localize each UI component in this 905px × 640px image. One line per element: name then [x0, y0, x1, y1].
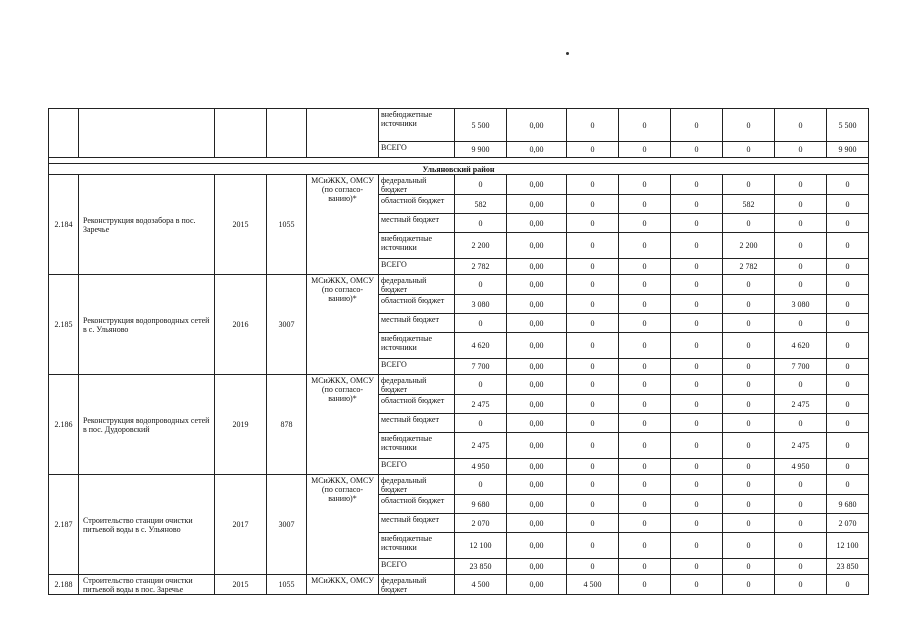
- value-v2017: 0: [723, 495, 775, 514]
- value-v2018: 0: [775, 214, 827, 233]
- funding-source: местный бюджет: [379, 214, 455, 233]
- value-v2019: 2 070: [827, 514, 869, 533]
- value-v2019: 0: [827, 275, 869, 295]
- project-executor: МСиЖКХ, ОМСУ (по согласо-ванию)*: [307, 475, 379, 575]
- value-v2016: 0: [671, 433, 723, 459]
- value-v2015: 0: [619, 395, 671, 414]
- value-v2016: 0: [671, 359, 723, 375]
- value-v2014: 0: [567, 214, 619, 233]
- value-v2017: 0: [723, 375, 775, 395]
- value-total: 7 700: [455, 359, 507, 375]
- value-v2016: 0: [671, 314, 723, 333]
- value-total: 4 950: [455, 459, 507, 475]
- value-v2015: 0: [619, 333, 671, 359]
- funding-source: внебюджетные источники: [379, 109, 455, 142]
- value-v2019: 0: [827, 414, 869, 433]
- project-number: 2.186: [49, 375, 79, 475]
- value-v2016: 0: [671, 142, 723, 158]
- project-name: Строительство станции очистки питьевой воды в пос. Заречье: [79, 575, 215, 595]
- project-number: 2.185: [49, 275, 79, 375]
- value-total: 0: [455, 314, 507, 333]
- value-v2014: 0: [567, 433, 619, 459]
- value-v2014: 0: [567, 259, 619, 275]
- value-pct: 0,00: [507, 559, 567, 575]
- num-cell: [49, 109, 79, 158]
- value-v2019: 0: [827, 314, 869, 333]
- value-total: 0: [455, 175, 507, 195]
- value-v2018: 3 080: [775, 295, 827, 314]
- value-pct: 0,00: [507, 575, 567, 595]
- value-v2019: 0: [827, 233, 869, 259]
- value-v2017: 0: [723, 314, 775, 333]
- project-capacity: 3007: [267, 275, 307, 375]
- value-v2015: 0: [619, 314, 671, 333]
- value-v2019: 0: [827, 359, 869, 375]
- value-v2015: 0: [619, 575, 671, 595]
- value-pct: 0,00: [507, 475, 567, 495]
- value-v2016: 0: [671, 495, 723, 514]
- funding-source: областной бюджет: [379, 395, 455, 414]
- table-row: [49, 109, 869, 142]
- value-v2018: 2 475: [775, 433, 827, 459]
- project-name: Реконструкция водопроводных сетей в пос. Дудоровский: [79, 375, 215, 475]
- value-total: 2 200: [455, 233, 507, 259]
- value-v2015: 0: [619, 359, 671, 375]
- value-v2016: 0: [671, 533, 723, 559]
- table-row: [49, 475, 869, 495]
- value-v2019: 0: [827, 395, 869, 414]
- value-v2016: 0: [671, 514, 723, 533]
- value-v2014: 0: [567, 514, 619, 533]
- value-v2014: 0: [567, 314, 619, 333]
- value-v2014: 0: [567, 559, 619, 575]
- value-v2019: 0: [827, 333, 869, 359]
- value-v2014: 4 500: [567, 575, 619, 595]
- project-capacity: 1055: [267, 175, 307, 275]
- value-v2019: 0: [827, 475, 869, 495]
- value-v2017: 0: [723, 459, 775, 475]
- value-v2014: 0: [567, 175, 619, 195]
- value-v2015: 0: [619, 109, 671, 142]
- value-v2016: 0: [671, 414, 723, 433]
- name-cell: [79, 109, 215, 158]
- funding-source: ВСЕГО: [379, 259, 455, 275]
- value-total: 4 620: [455, 333, 507, 359]
- funding-source: внебюджетные источники: [379, 433, 455, 459]
- project-year: 2019: [215, 375, 267, 475]
- value-v2015: 0: [619, 175, 671, 195]
- value-v2017: 0: [723, 333, 775, 359]
- table-row: [49, 575, 869, 595]
- value-v2018: 0: [775, 109, 827, 142]
- value-v2017: 0: [723, 275, 775, 295]
- funding-source: местный бюджет: [379, 414, 455, 433]
- value-v2018: 4 620: [775, 333, 827, 359]
- value-total: 4 500: [455, 575, 507, 595]
- value-v2019: 0: [827, 295, 869, 314]
- value-pct: 0,00: [507, 195, 567, 214]
- value-v2014: 0: [567, 475, 619, 495]
- value-total: 0: [455, 375, 507, 395]
- project-capacity: 1055: [267, 575, 307, 595]
- value-v2015: 0: [619, 514, 671, 533]
- value-v2017: 0: [723, 175, 775, 195]
- funding-source: внебюджетные источники: [379, 533, 455, 559]
- value-v2016: 0: [671, 333, 723, 359]
- funding-source: федеральный бюджет: [379, 375, 455, 395]
- value-v2017: 0: [723, 395, 775, 414]
- value-v2014: 0: [567, 414, 619, 433]
- value-v2016: 0: [671, 375, 723, 395]
- value-v2018: 0: [775, 414, 827, 433]
- project-capacity: 3007: [267, 475, 307, 575]
- value-total: 0: [455, 214, 507, 233]
- funding-source: внебюджетные источники: [379, 333, 455, 359]
- value-v2017: 0: [723, 514, 775, 533]
- value-v2015: 0: [619, 533, 671, 559]
- funding-source: областной бюджет: [379, 195, 455, 214]
- value-v2014: 0: [567, 195, 619, 214]
- project-number: 2.188: [49, 575, 79, 595]
- funding-source: федеральный бюджет: [379, 275, 455, 295]
- table-row: [49, 275, 869, 295]
- value-total: 12 100: [455, 533, 507, 559]
- value-v2014: 0: [567, 375, 619, 395]
- value-pct: 0,00: [507, 459, 567, 475]
- value-v2018: 0: [775, 559, 827, 575]
- value-pct: 0,00: [507, 214, 567, 233]
- value-v2019: 23 850: [827, 559, 869, 575]
- value-pct: 0,00: [507, 533, 567, 559]
- value-v2018: 0: [775, 175, 827, 195]
- value-v2017: 0: [723, 533, 775, 559]
- project-executor: МСиЖКХ, ОМСУ: [307, 575, 379, 595]
- value-v2016: 0: [671, 195, 723, 214]
- project-number: 2.184: [49, 175, 79, 275]
- value-total: 5 500: [455, 109, 507, 142]
- value-v2016: 0: [671, 175, 723, 195]
- value-v2018: 7 700: [775, 359, 827, 375]
- value-v2017: 0: [723, 109, 775, 142]
- value-pct: 0,00: [507, 295, 567, 314]
- value-pct: 0,00: [507, 514, 567, 533]
- value-v2016: 0: [671, 275, 723, 295]
- value-v2014: 0: [567, 142, 619, 158]
- district-row: [49, 164, 869, 175]
- value-v2016: 0: [671, 233, 723, 259]
- value-total: 2 475: [455, 433, 507, 459]
- value-pct: 0,00: [507, 275, 567, 295]
- value-v2017: 582: [723, 195, 775, 214]
- project-year: 2015: [215, 575, 267, 595]
- value-v2015: 0: [619, 375, 671, 395]
- value-v2014: 0: [567, 359, 619, 375]
- value-v2014: 0: [567, 233, 619, 259]
- value-total: 2 070: [455, 514, 507, 533]
- value-v2017: 2 782: [723, 259, 775, 275]
- value-v2016: 0: [671, 575, 723, 595]
- value-total: 582: [455, 195, 507, 214]
- project-name: Реконструкция водопроводных сетей в с. Ульяново: [79, 275, 215, 375]
- project-executor: МСиЖКХ, ОМСУ (по согласо-ванию)*: [307, 175, 379, 275]
- value-v2014: 0: [567, 275, 619, 295]
- value-v2018: 0: [775, 375, 827, 395]
- budget-table: [48, 108, 869, 595]
- year-cell: [215, 109, 267, 158]
- value-v2019: 12 100: [827, 533, 869, 559]
- funding-source: областной бюджет: [379, 495, 455, 514]
- value-v2016: 0: [671, 459, 723, 475]
- value-v2017: 0: [723, 559, 775, 575]
- value-v2018: 0: [775, 142, 827, 158]
- value-v2017: 0: [723, 433, 775, 459]
- value-v2019: 0: [827, 175, 869, 195]
- value-v2019: 0: [827, 259, 869, 275]
- value-total: 0: [455, 275, 507, 295]
- value-v2017: 0: [723, 142, 775, 158]
- value-v2019: 0: [827, 459, 869, 475]
- value-total: 0: [455, 475, 507, 495]
- value-v2015: 0: [619, 495, 671, 514]
- value-v2015: 0: [619, 259, 671, 275]
- value-v2016: 0: [671, 475, 723, 495]
- value-v2018: 0: [775, 314, 827, 333]
- value-pct: 0,00: [507, 109, 567, 142]
- value-pct: 0,00: [507, 314, 567, 333]
- value-v2019: 5 500: [827, 109, 869, 142]
- value-pct: 0,00: [507, 142, 567, 158]
- value-v2015: 0: [619, 475, 671, 495]
- funding-source: ВСЕГО: [379, 359, 455, 375]
- value-v2015: 0: [619, 433, 671, 459]
- value-v2019: 0: [827, 433, 869, 459]
- value-v2018: 2 475: [775, 395, 827, 414]
- value-v2018: 0: [775, 495, 827, 514]
- value-total: 0: [455, 414, 507, 433]
- value-v2016: 0: [671, 295, 723, 314]
- value-v2019: 0: [827, 575, 869, 595]
- value-pct: 0,00: [507, 395, 567, 414]
- value-v2014: 0: [567, 495, 619, 514]
- project-year: 2015: [215, 175, 267, 275]
- value-v2015: 0: [619, 142, 671, 158]
- value-v2014: 0: [567, 533, 619, 559]
- funding-source: ВСЕГО: [379, 559, 455, 575]
- value-pct: 0,00: [507, 259, 567, 275]
- value-v2014: 0: [567, 395, 619, 414]
- project-name: Строительство станции очистки питьевой воды в с. Ульяново: [79, 475, 215, 575]
- value-v2015: 0: [619, 275, 671, 295]
- value-v2015: 0: [619, 414, 671, 433]
- funding-source: областной бюджет: [379, 295, 455, 314]
- project-capacity: 878: [267, 375, 307, 475]
- value-v2018: 0: [775, 233, 827, 259]
- value-v2014: 0: [567, 109, 619, 142]
- value-pct: 0,00: [507, 433, 567, 459]
- table-row: [49, 375, 869, 395]
- funding-source: местный бюджет: [379, 314, 455, 333]
- value-v2017: 2 200: [723, 233, 775, 259]
- value-v2016: 0: [671, 214, 723, 233]
- project-name: Реконструкция водозабора в пос. Заречье: [79, 175, 215, 275]
- executor-cell: [307, 109, 379, 158]
- project-year: 2016: [215, 275, 267, 375]
- value-v2017: 0: [723, 295, 775, 314]
- value-pct: 0,00: [507, 495, 567, 514]
- value-v2017: 0: [723, 214, 775, 233]
- project-executor: МСиЖКХ, ОМСУ (по согласо-ванию)*: [307, 375, 379, 475]
- value-v2017: 0: [723, 575, 775, 595]
- value-pct: 0,00: [507, 359, 567, 375]
- capacity-cell: [267, 109, 307, 158]
- value-v2019: 9 680: [827, 495, 869, 514]
- project-year: 2017: [215, 475, 267, 575]
- value-v2019: 0: [827, 375, 869, 395]
- value-v2018: 0: [775, 259, 827, 275]
- value-total: 3 080: [455, 295, 507, 314]
- value-v2019: 9 900: [827, 142, 869, 158]
- value-v2019: 0: [827, 195, 869, 214]
- value-v2015: 0: [619, 559, 671, 575]
- value-v2017: 0: [723, 359, 775, 375]
- value-pct: 0,00: [507, 233, 567, 259]
- value-v2015: 0: [619, 195, 671, 214]
- value-v2016: 0: [671, 395, 723, 414]
- funding-source: ВСЕГО: [379, 459, 455, 475]
- value-v2017: 0: [723, 414, 775, 433]
- value-pct: 0,00: [507, 333, 567, 359]
- value-total: 2 475: [455, 395, 507, 414]
- value-v2016: 0: [671, 109, 723, 142]
- funding-source: местный бюджет: [379, 514, 455, 533]
- value-v2014: 0: [567, 333, 619, 359]
- value-v2018: 0: [775, 575, 827, 595]
- value-pct: 0,00: [507, 414, 567, 433]
- value-pct: 0,00: [507, 175, 567, 195]
- funding-source: федеральный бюджет: [379, 575, 455, 595]
- value-v2017: 0: [723, 475, 775, 495]
- funding-source: внебюджетные источники: [379, 233, 455, 259]
- value-v2015: 0: [619, 233, 671, 259]
- value-v2018: 0: [775, 195, 827, 214]
- funding-source: федеральный бюджет: [379, 175, 455, 195]
- value-v2016: 0: [671, 559, 723, 575]
- funding-source: ВСЕГО: [379, 142, 455, 158]
- district-title: Ульяновский район: [49, 164, 869, 175]
- project-number: 2.187: [49, 475, 79, 575]
- funding-source: федеральный бюджет: [379, 475, 455, 495]
- table-row: [49, 175, 869, 195]
- value-v2014: 0: [567, 295, 619, 314]
- value-v2016: 0: [671, 259, 723, 275]
- value-total: 9 680: [455, 495, 507, 514]
- value-v2018: 0: [775, 475, 827, 495]
- value-pct: 0,00: [507, 375, 567, 395]
- project-executor: МСиЖКХ, ОМСУ (по согласо-ванию)*: [307, 275, 379, 375]
- value-total: 23 850: [455, 559, 507, 575]
- value-v2015: 0: [619, 214, 671, 233]
- value-v2015: 0: [619, 459, 671, 475]
- value-v2018: 0: [775, 514, 827, 533]
- value-total: 9 900: [455, 142, 507, 158]
- value-v2015: 0: [619, 295, 671, 314]
- scan-speck: [566, 52, 569, 55]
- value-v2018: 0: [775, 275, 827, 295]
- value-v2014: 0: [567, 459, 619, 475]
- value-v2019: 0: [827, 214, 869, 233]
- value-total: 2 782: [455, 259, 507, 275]
- value-v2018: 4 950: [775, 459, 827, 475]
- value-v2018: 0: [775, 533, 827, 559]
